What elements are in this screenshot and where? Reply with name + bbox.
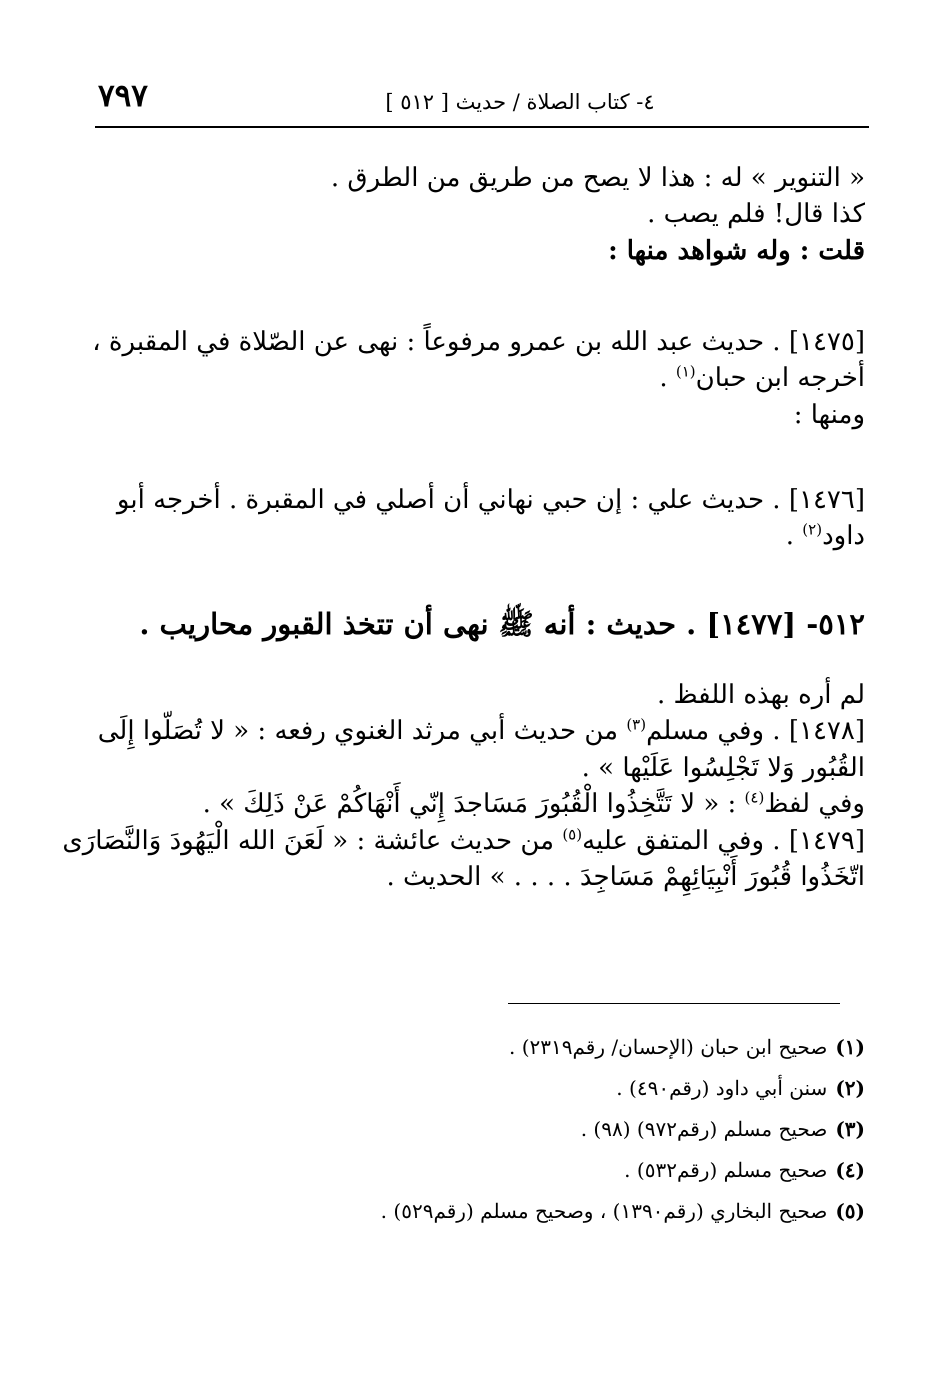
footnote-text: صحيح ابن حبان (الإحسان/ رقم٢٣١٩) . bbox=[508, 1035, 828, 1059]
hadith-1476-end: . bbox=[785, 521, 803, 552]
fi-lafz-pre: وفي لفظ bbox=[764, 789, 865, 820]
footnote-3 bbox=[250, 1117, 865, 1141]
hadith-heading-text: ٥١٢- [١٤٧٧] . حديث : أنه ﷺ نهى أن تتخذ القبور محاريب . bbox=[139, 607, 865, 641]
hadith-1476-line-1: [١٤٧٦] . حديث علي : إن حبي نهاني أن أصلي في المقبرة . أخرجه أبو bbox=[116, 485, 865, 515]
page-number: ٧٩٧ bbox=[98, 78, 148, 114]
footnote-4 bbox=[250, 1158, 865, 1182]
hadith-1478-pre: [١٤٧٨] . وفي مسلم bbox=[646, 716, 865, 747]
hadith-1478-line-2: القُبُور وَلا تَجْلِسُوا عَلَيْها » . bbox=[581, 752, 865, 783]
hadith-1479-pre: [١٤٧٩] . وفي المتفق عليه bbox=[582, 825, 865, 856]
footnote-mark: (٤) bbox=[835, 1158, 865, 1182]
body-block-1 bbox=[85, 160, 865, 269]
footnote-ref-3: (٣) bbox=[626, 715, 647, 734]
footnote-text: صحيح مسلم (رقم٥٣٢) . bbox=[624, 1158, 828, 1182]
paragraph-shawahid: قلت : وله شواهد منها : bbox=[608, 235, 865, 266]
hadith-1479-line-2: اتّخَذُوا قُبُورَ أَنْبِيَائِهِمْ مَسَاجِدَ . . . . » الحديث . bbox=[386, 861, 865, 892]
paragraph-wa-minha: ومنها : bbox=[793, 399, 865, 430]
fi-lafz-post: : « لا تَتَّخِذُوا الْقُبُورَ مَسَاجدَ إِنّي أَنْهَاكُمْ عَنْ ذَلِكَ » . bbox=[202, 789, 745, 820]
paragraph-lam-arah: لم أره بهذه اللفظ . bbox=[656, 680, 865, 710]
hadith-1475-end: . bbox=[659, 363, 676, 394]
footnote-text: صحيح البخاري (رقم١٣٩٠) ، وصحيح مسلم (رقم٥٢٩) . bbox=[380, 1199, 828, 1223]
hadith-1475-line-2 bbox=[85, 360, 865, 396]
hadith-1478-post: من حديث أبي مرثد الغنوي رفعه : « لا تُصَلّوا إِلَى bbox=[97, 716, 627, 747]
footnote-ref-2: (٢) bbox=[802, 520, 823, 539]
hadith-1476 bbox=[85, 482, 865, 555]
hadith-1479-line-1 bbox=[62, 823, 865, 859]
hadith-1476-text: داود bbox=[822, 521, 865, 552]
footnote-mark: (٣) bbox=[835, 1117, 865, 1141]
header-rule bbox=[95, 126, 869, 128]
footnote-rule bbox=[508, 1003, 840, 1004]
hadith-1475-line-1: [١٤٧٥] . حديث عبد الله بن عمرو مرفوعاً : نهى عن الصّلاة في المقبرة ، bbox=[92, 327, 865, 357]
footnote-text: صحيح مسلم (رقم٩٧٢) (٩٨) . bbox=[580, 1117, 828, 1141]
hadith-1475 bbox=[85, 324, 865, 433]
hadith-heading-512 bbox=[85, 604, 865, 645]
hadith-fi-lafz bbox=[85, 786, 865, 822]
footnote-ref-4: (٤) bbox=[744, 788, 765, 807]
paragraph-kadha-qal: كذا قال! فلم يصب . bbox=[647, 199, 865, 230]
footnotes bbox=[250, 1035, 865, 1240]
footnote-mark: (١) bbox=[835, 1035, 865, 1059]
footnote-1 bbox=[250, 1035, 865, 1059]
footnote-mark: (٥) bbox=[835, 1199, 865, 1223]
paragraph-tanwir: « التنوير » له : هذا لا يصح من طريق من الطرق . bbox=[330, 163, 865, 193]
footnote-ref-1: (١) bbox=[675, 362, 696, 381]
hadith-1476-line-2 bbox=[85, 518, 865, 554]
running-title: ٤- كتاب الصلاة / حديث [ ٥١٢ ] bbox=[385, 90, 655, 114]
hadith-1475-text: أخرجه ابن حبان bbox=[695, 363, 865, 394]
body-block-2 bbox=[62, 677, 865, 895]
hadith-1478-line-1 bbox=[85, 713, 865, 749]
footnote-ref-5: (٥) bbox=[562, 824, 583, 843]
footnote-2 bbox=[250, 1076, 865, 1100]
hadith-1479-post: من حديث عائشة : « لَعَنَ الله الْيَهُودَ وَالنَّصَارَى bbox=[62, 825, 563, 856]
footnote-5 bbox=[250, 1199, 865, 1223]
footnote-text: سنن أبي داود (رقم٤٩٠) . bbox=[616, 1076, 828, 1100]
footnote-mark: (٢) bbox=[835, 1076, 865, 1100]
